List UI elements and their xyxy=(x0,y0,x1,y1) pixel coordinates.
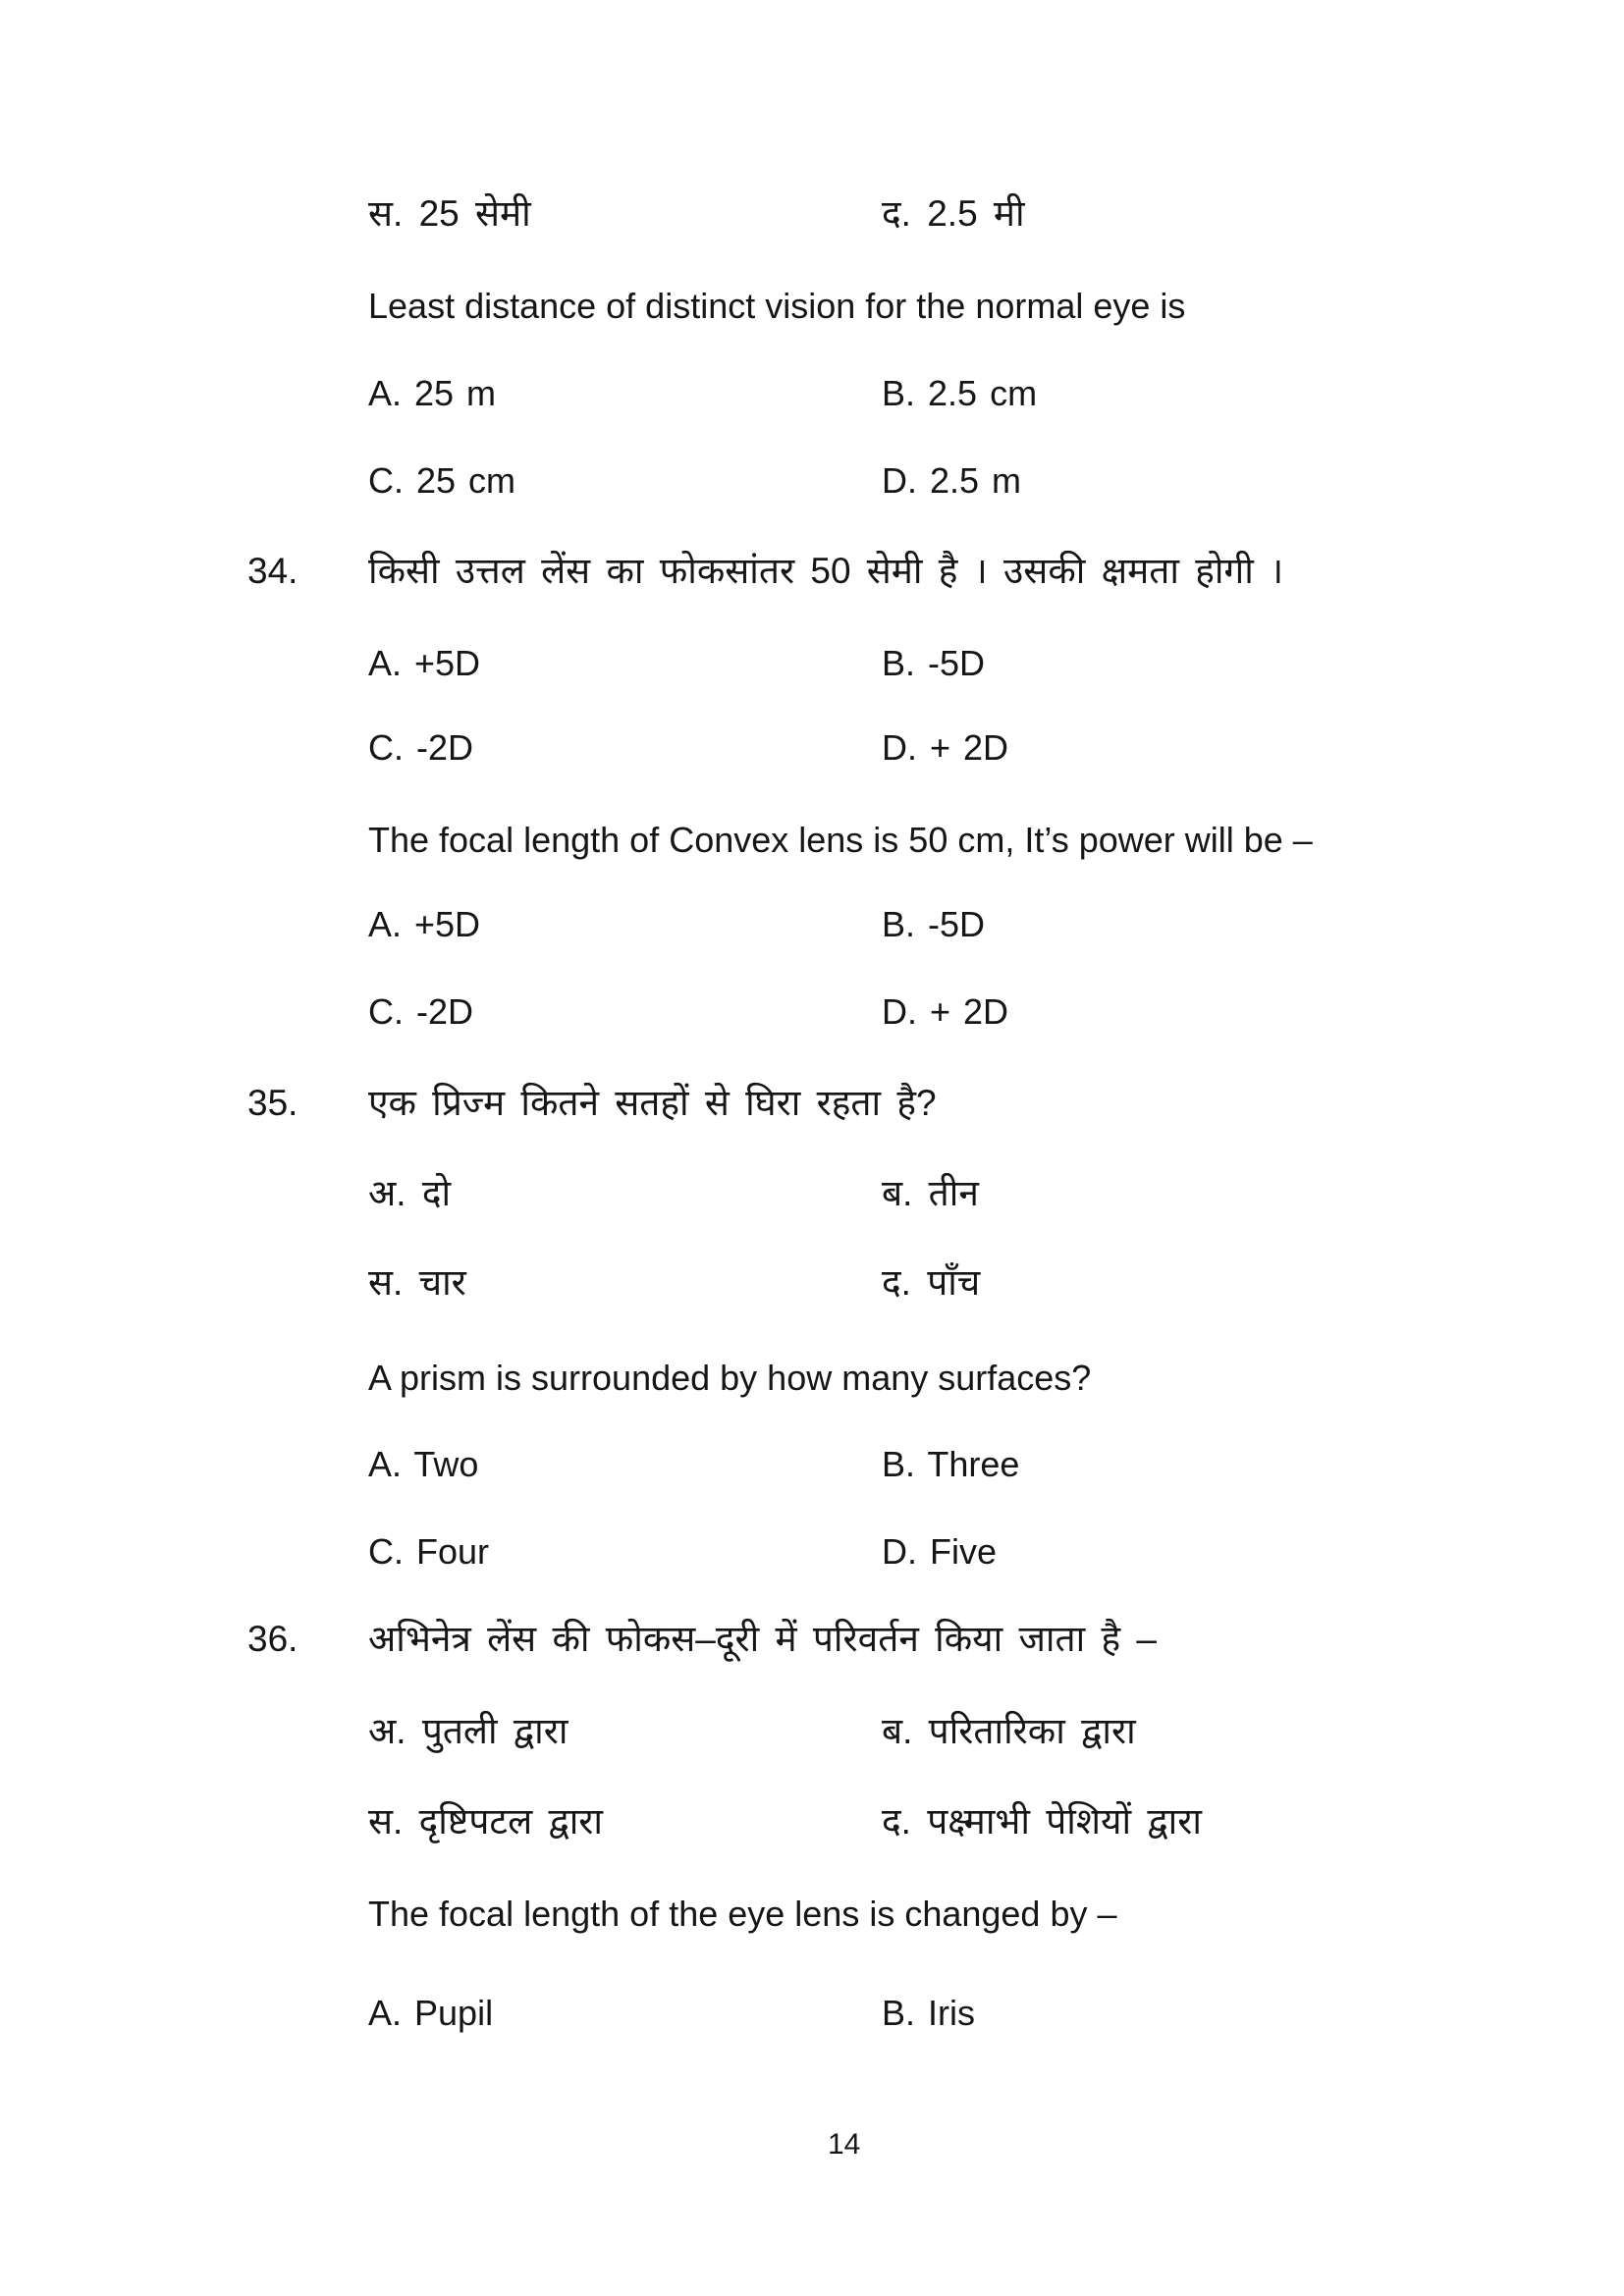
question-row-36 xyxy=(0,1620,1624,1669)
option-left: C. -2D xyxy=(368,991,474,1032)
option-right: B. -5D xyxy=(882,643,986,683)
options-row xyxy=(0,194,1624,243)
option-right: B. Three xyxy=(882,1444,1020,1484)
question-text-english: Least distance of distinct vision for the normal eye is xyxy=(368,286,1186,326)
option-right: D. Five xyxy=(882,1531,998,1572)
question-text-hindi: किसी उत्तल लेंस का फोकसांतर 50 सेमी है । उसकी क्षमता होगी । xyxy=(368,551,1284,591)
option-left: अ. पुतली द्वारा xyxy=(368,1711,568,1751)
options-row xyxy=(0,1802,1624,1851)
option-left: A. Pupil xyxy=(368,1993,494,2033)
options-row xyxy=(0,374,1624,423)
options-row xyxy=(0,1445,1624,1494)
options-row xyxy=(0,1532,1624,1581)
option-right: द. 2.5 मी xyxy=(882,193,1025,234)
option-left: स. दृष्टिपटल द्वारा xyxy=(368,1801,604,1842)
question-number: 36. xyxy=(247,1619,298,1659)
option-right: B. Iris xyxy=(882,1993,976,2033)
question-number: 35. xyxy=(247,1083,298,1123)
question-text-hindi: अभिनेत्र लेंस की फोकस–दूरी में परिवर्तन किया जाता है – xyxy=(368,1619,1157,1659)
question-row xyxy=(0,1359,1624,1408)
option-right: द. पक्ष्माभी पेशियों द्वारा xyxy=(882,1801,1202,1842)
options-row xyxy=(0,644,1624,693)
options-row xyxy=(0,1263,1624,1312)
option-left: A. +5D xyxy=(368,904,481,944)
option-right: द. पाँच xyxy=(882,1262,981,1303)
options-row xyxy=(0,905,1624,954)
option-right: ब. परितारिका द्वारा xyxy=(882,1711,1136,1751)
option-right: B. -5D xyxy=(882,904,986,944)
option-left: स. 25 सेमी xyxy=(368,193,531,234)
option-left: A. 25 m xyxy=(368,373,497,413)
option-left: स. चार xyxy=(368,1262,466,1303)
option-left: अ. दो xyxy=(368,1173,452,1213)
option-right: B. 2.5 cm xyxy=(882,373,1038,413)
option-right: ब. तीन xyxy=(882,1173,979,1213)
options-row xyxy=(0,992,1624,1041)
option-left: C. -2D xyxy=(368,727,474,768)
options-row xyxy=(0,461,1624,510)
question-row xyxy=(0,821,1624,870)
question-row xyxy=(0,287,1624,336)
option-left: A. +5D xyxy=(368,643,481,683)
question-text-english: The focal length of the eye lens is changed by – xyxy=(368,1894,1117,1934)
option-right: D. + 2D xyxy=(882,727,1009,768)
page-number: 14 xyxy=(828,2128,861,2161)
option-left: C. 25 cm xyxy=(368,460,516,501)
option-right: D. + 2D xyxy=(882,991,1009,1032)
question-text-english: The focal length of Convex lens is 50 cm, It’s power will be – xyxy=(368,820,1313,860)
options-row xyxy=(0,1712,1624,1761)
question-text-hindi: एक प्रिज्म कितने सतहों से घिरा रहता है? xyxy=(368,1083,937,1123)
options-row xyxy=(0,728,1624,777)
option-left: C. Four xyxy=(368,1531,490,1572)
option-right: D. 2.5 m xyxy=(882,460,1022,501)
options-row xyxy=(0,1994,1624,2043)
option-left: A. Two xyxy=(368,1444,479,1484)
question-text-english: A prism is surrounded by how many surfaces? xyxy=(368,1358,1092,1398)
question-row-34 xyxy=(0,552,1624,601)
options-row xyxy=(0,1174,1624,1223)
question-row-35 xyxy=(0,1084,1624,1133)
question-number: 34. xyxy=(247,551,298,591)
question-row xyxy=(0,1895,1624,1944)
